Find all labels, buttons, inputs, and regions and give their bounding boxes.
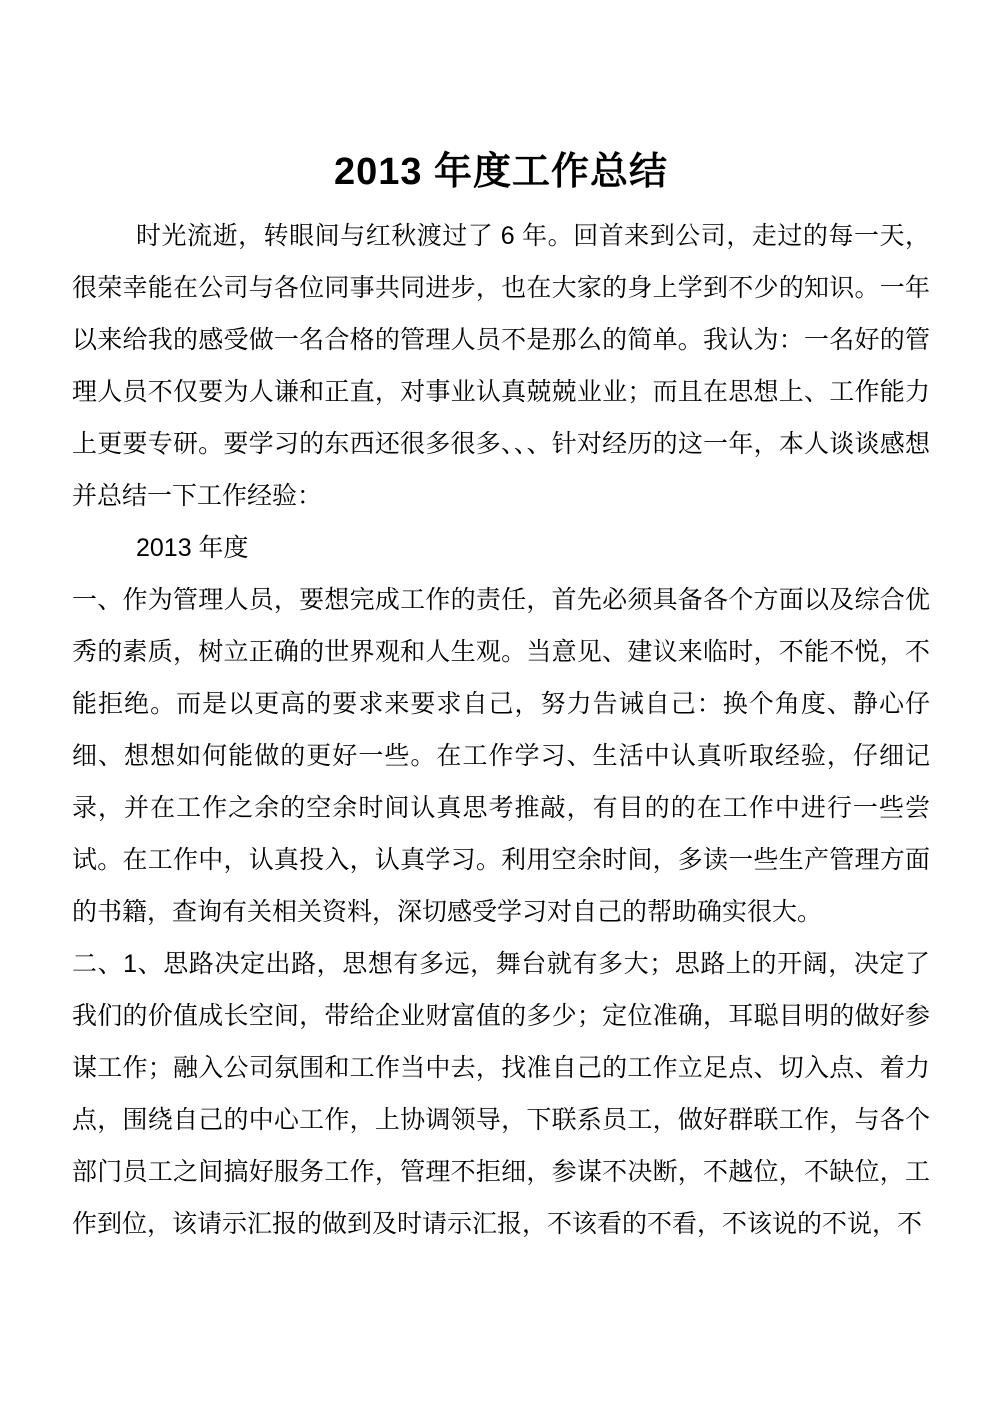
document-title: 2013 年度工作总结 (333, 151, 669, 193)
paragraph-section-two: 二、1、思路决定出路，思想有多远，舞台就有多大；思路上的开阔，决定了我们的价值成长空间，带给企业财富值的多少；定位准确，耳聪目明的做好参谋工作；融入公司氛围和工作当中去，找准自己的工作立足点、切入点、着力点，围绕自己的中心工作，上协调领导，下联系员工，做好群联工作，与各个部门员工之间搞好服务工作，管理不拒细，参谋不决断，不越位，不缺位，工作到位，该请示汇报的做到及时请示汇报，不该看的不看，不该说的不说，不 (72, 950, 930, 1238)
paragraph-intro: 时光流逝，转眼间与红秋渡过了 6 年。回首来到公司，走过的每一天，很荣幸能在公司与各位同事共同进步，也在大家的身上学到不少的知识。一年以来给我的感受做一名合格的管理人员不是那么的简单。我认为：一名好的管理人员不仅要为人谦和正直，对事业认真兢兢业业；而且在思想上、工作能力上更要专研。要学习的东西还很多很多、、、针对经历的这一年，本人谈谈感想并总结一下工作经验： (72, 222, 930, 510)
paragraph-section-one: 一、作为管理人员，要想完成工作的责任，首先必须具备各个方面以及综合优秀的素质，树立正确的世界观和人生观。当意见、建议来临时，不能不悦，不能拒绝。而是以更高的要求来要求自己，努力告诫自己：换个角度、静心仔细、想想如何能做的更好一些。在工作学习、生活中认真听取经验，仔细记录，并在工作之余的空余时间认真思考推敲，有目的的在工作中进行一些尝试。在工作中，认真投入，认真学习。利用空余时间，多读一些生产管理方面的书籍，查询有关相关资料，深切感受学习对自己的帮助确实很大。 (72, 586, 930, 926)
paragraph-year-heading: 2013 年度 (136, 534, 249, 562)
